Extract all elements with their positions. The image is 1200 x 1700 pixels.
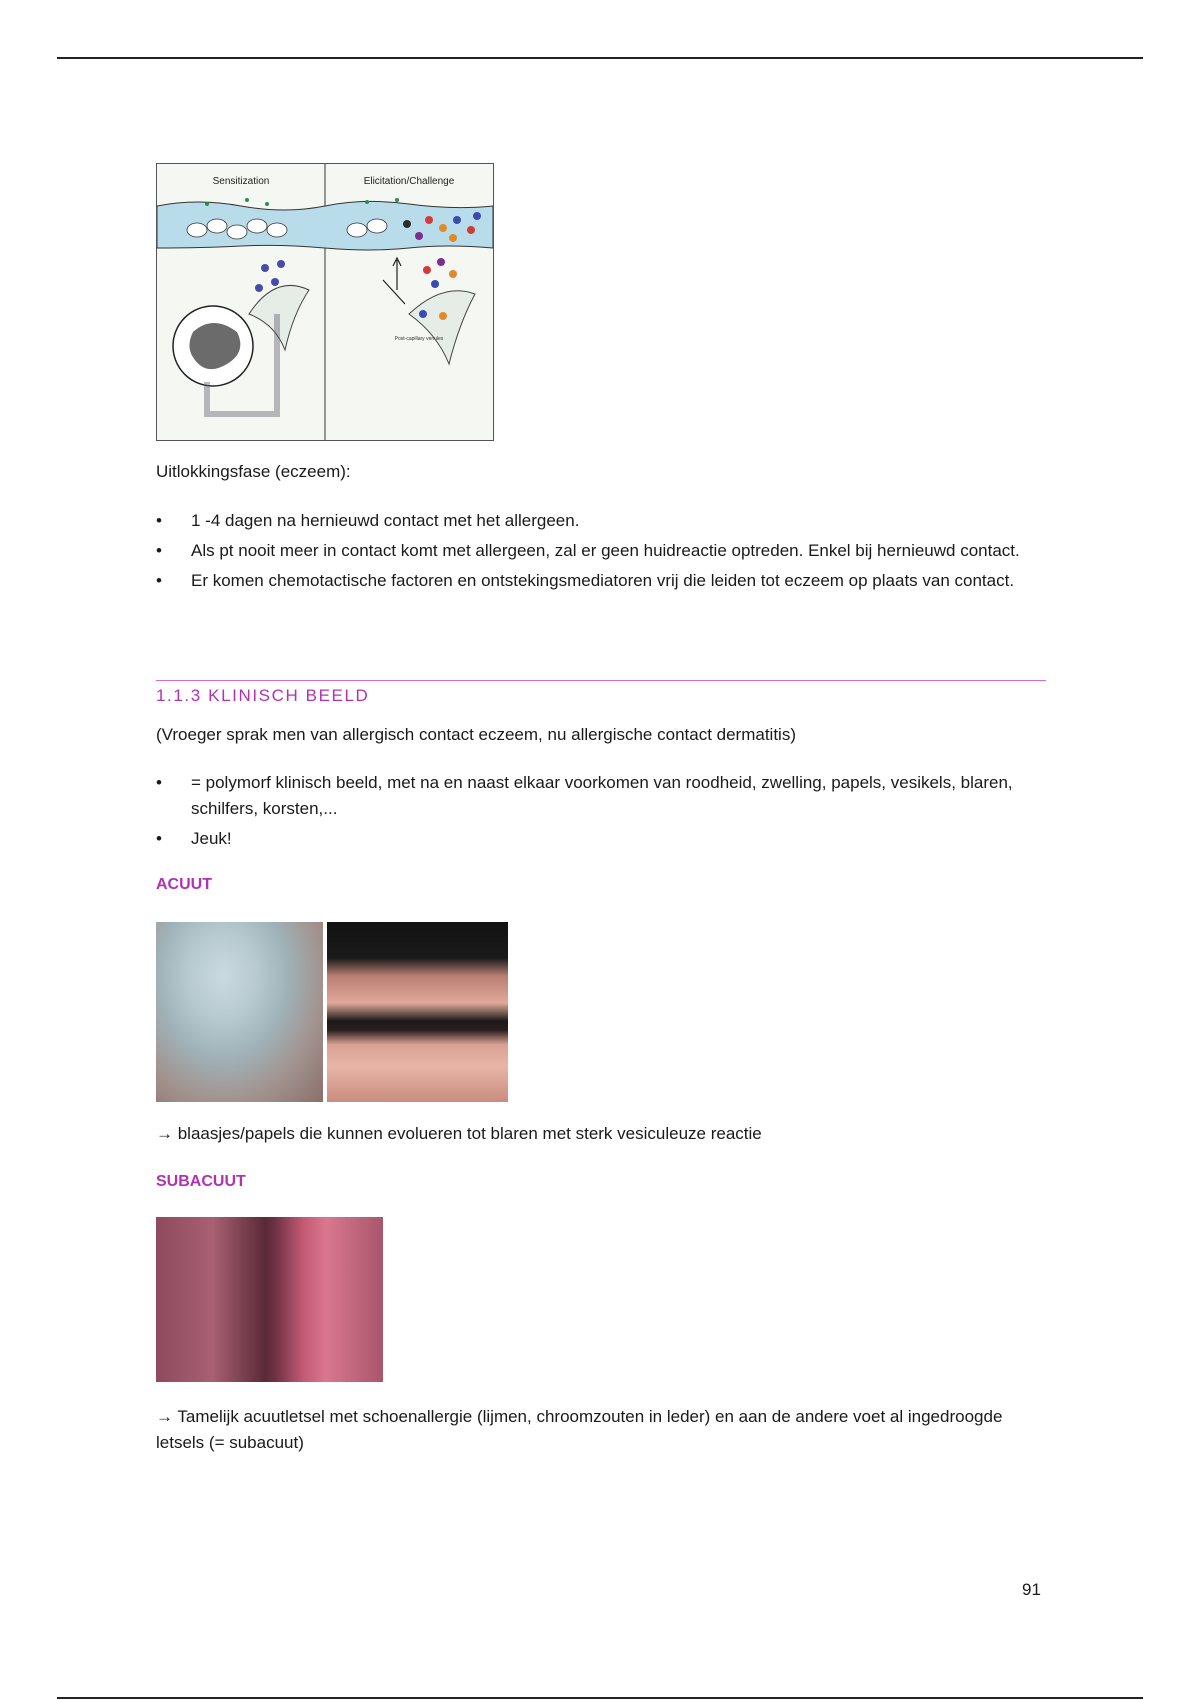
section-note: (Vroeger sprak men van allergisch contact eczeem, nu allergische contact dermatitis) (156, 725, 796, 744)
list-item: • Jeuk! (156, 826, 1046, 852)
intro-heading: Uitlokkingsfase (eczeem): (156, 462, 351, 481)
acuut-heading: ACUUT (156, 876, 212, 893)
section-title: 1.1.3 KLINISCH BEELD (156, 686, 370, 705)
diagram-label-venules: Post-capillary venules (394, 336, 444, 342)
footer-rule (57, 1697, 1143, 1699)
list-item: • Er komen chemotactische factoren en ontstekingsmediatoren vrij die leiden tot eczeem op plaats van contact. (156, 568, 1046, 594)
section-bullets (156, 770, 1046, 856)
sensitization-diagram (156, 163, 494, 441)
subacuut-caption: → Tamelijk acuutletsel met schoenallergie (lijmen, chroomzouten in leder) en aan de andere voet al ingedroogde letsels (= subacuut) (156, 1407, 1003, 1452)
list-item: • 1 -4 dagen na hernieuwd contact met het allergeen. (156, 508, 1046, 534)
header-rule (57, 57, 1143, 59)
acuut-caption: → blaasjes/papels die kunnen evolueren tot blaren met sterk vesiculeuze reactie (156, 1124, 762, 1143)
acuut-photo-skin (156, 922, 323, 1102)
page-number: 91 (1022, 1580, 1041, 1599)
subacuut-photo-feet (156, 1217, 383, 1382)
list-item: • = polymorf klinisch beeld, met na en naast elkaar voorkomen van roodheid, zwelling, papels, vesikels, blaren, schilfers, korsten,... (156, 770, 1046, 822)
section-divider (156, 680, 1046, 681)
diagram-label-sensitization: Sensitization (212, 176, 270, 187)
diagram-label-elicitation: Elicitation/Challenge (363, 176, 455, 187)
list-item: • Als pt nooit meer in contact komt met allergeen, zal er geen huidreactie optreden. Enkel bij hernieuwd contact. (156, 538, 1046, 564)
acuut-photo-fingers (327, 922, 508, 1102)
subacuut-heading: SUBACUUT (156, 1173, 246, 1190)
intro-bullets (156, 508, 1046, 598)
